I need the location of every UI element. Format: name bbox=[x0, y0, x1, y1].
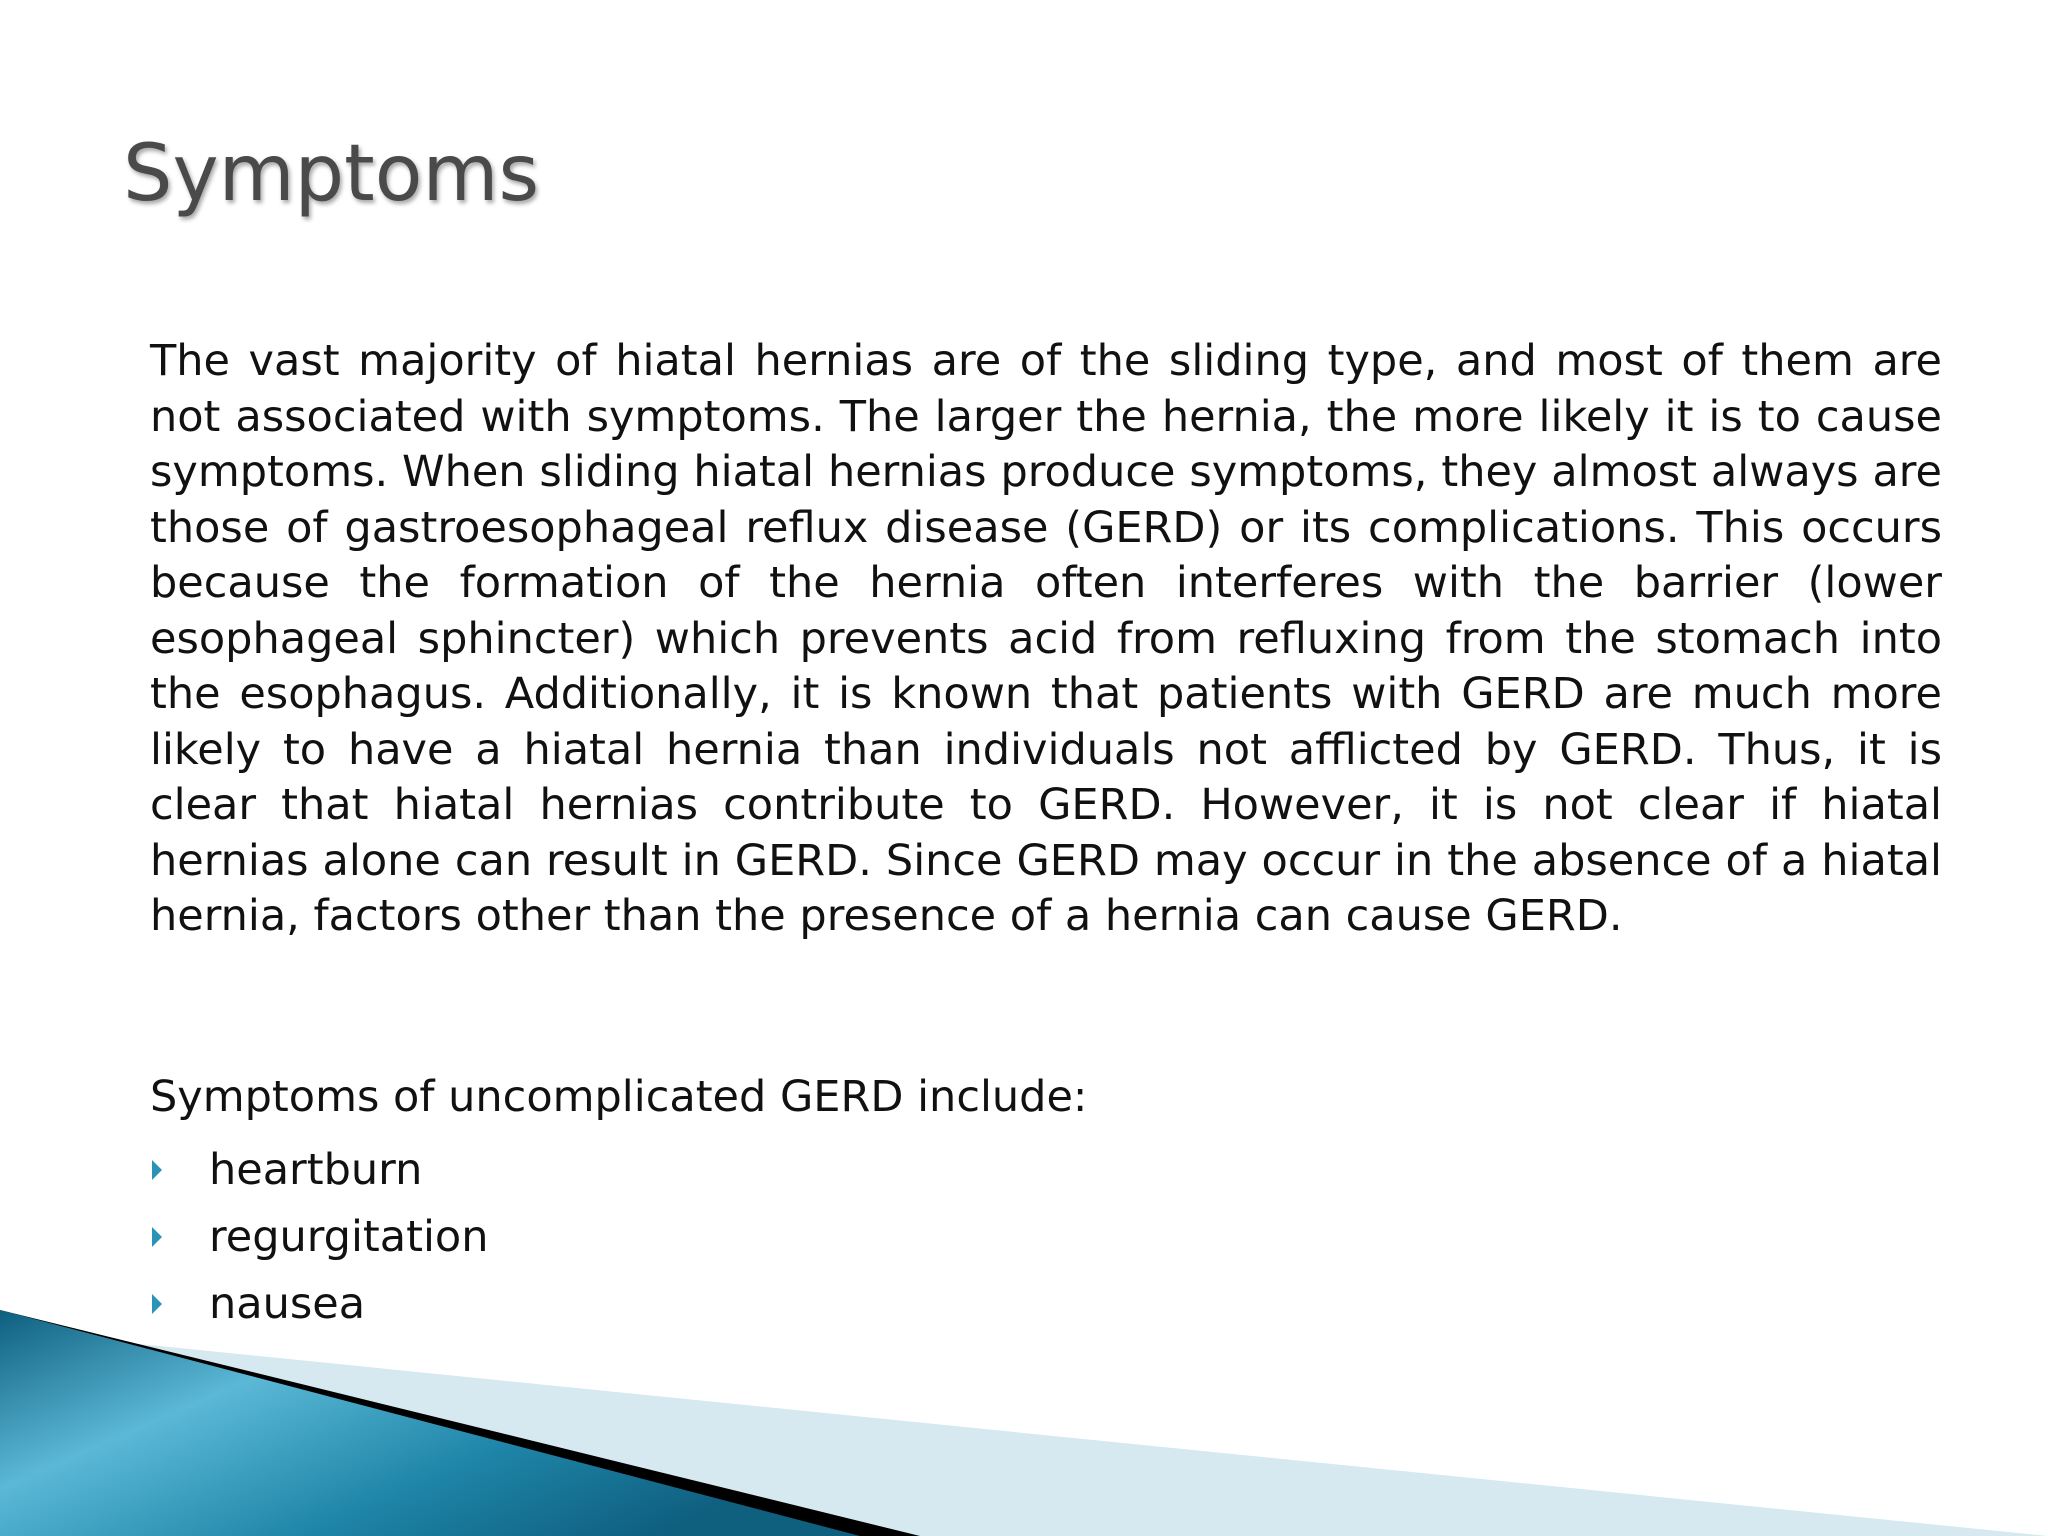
decorative-swoosh bbox=[0, 1290, 2048, 1536]
list-item bbox=[150, 1203, 488, 1270]
slide-title: Symptoms bbox=[123, 129, 540, 219]
list-item bbox=[150, 1136, 488, 1203]
list-item-label: regurgitation bbox=[209, 1211, 489, 1262]
list-item-label: heartburn bbox=[209, 1144, 423, 1195]
body-paragraph: The vast majority of hiatal hernias are of the sliding type, and most of them are not associated with symptoms. The larger the hernia, the more likely it is to cause symptoms. When sliding hiatal hernias produce symptoms, they almost always are those of gastroesophageal reflux disease (GERD) or its complications. This occurs because the formation of the hernia often interferes with the barrier (lower esophageal sphincter) which prevents acid from refluxing from the stomach into the esophagus. Additionally, it is known that patients with GERD are much more likely to have a hiatal hernia than individuals not afflicted by GERD. Thus, it is clear that hiatal hernias contribute to GERD. However, it is not clear if hiatal hernias alone can result in GERD. Since GERD may occur in the absence of a hiatal hernia, factors other than the presence of a hernia can cause GERD. bbox=[150, 336, 1942, 941]
list-item-label: nausea bbox=[209, 1278, 366, 1329]
triangle-bullet-icon bbox=[152, 1227, 162, 1247]
list-heading: Symptoms of uncomplicated GERD include: bbox=[150, 1072, 1088, 1122]
triangle-bullet-icon bbox=[152, 1160, 162, 1180]
